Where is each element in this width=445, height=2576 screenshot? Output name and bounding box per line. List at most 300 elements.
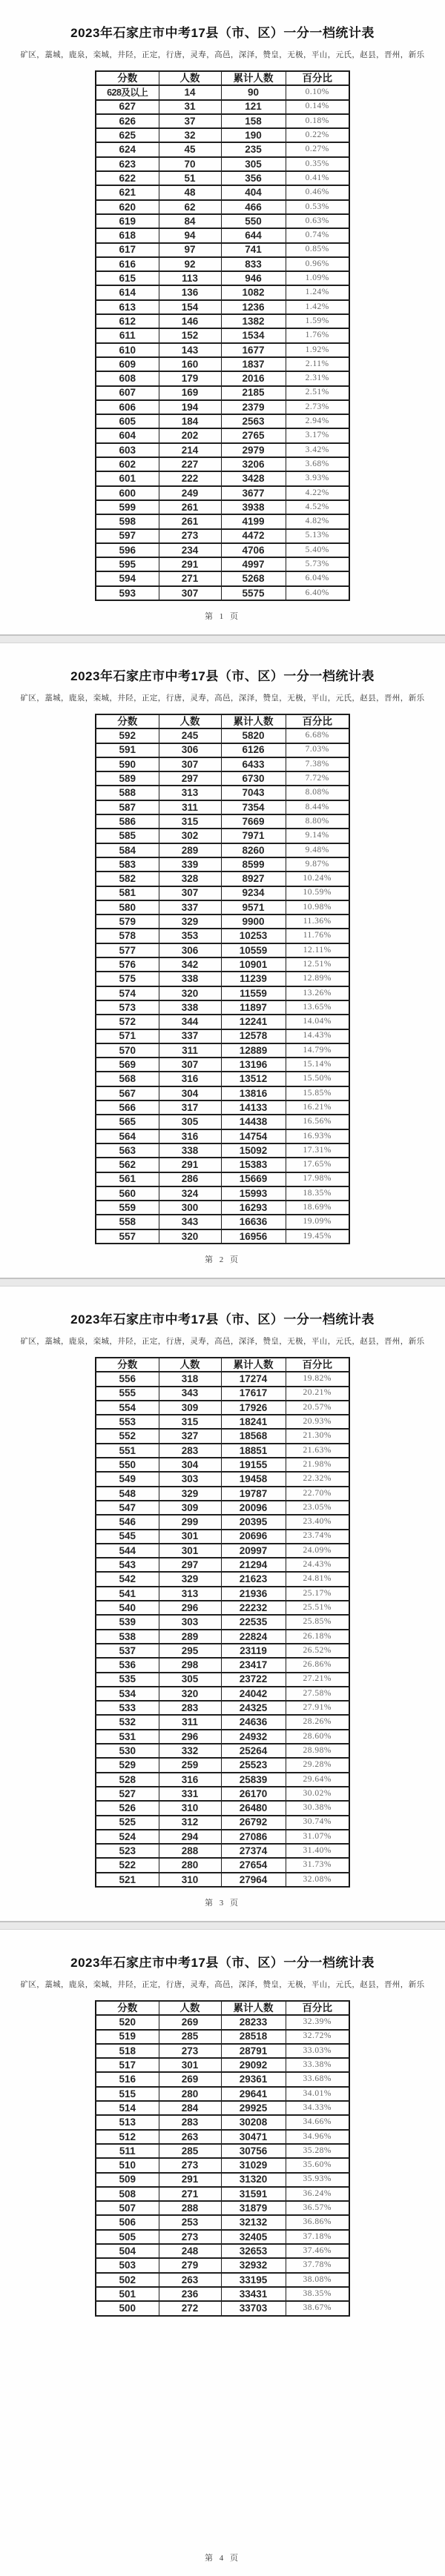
table-row	[96, 314, 349, 328]
count-cell: 94	[159, 228, 221, 242]
col-header-count: 人数	[159, 1358, 221, 1372]
table-row	[96, 443, 349, 457]
count-cell: 261	[159, 500, 221, 514]
table-row	[96, 800, 349, 814]
count-cell: 338	[159, 972, 221, 986]
page-number-footer: 第 4 页	[205, 2554, 240, 2563]
percent-cell: 7.03%	[286, 743, 349, 757]
count-cell: 227	[159, 457, 221, 471]
count-cell: 301	[159, 2058, 221, 2072]
table-row	[96, 957, 349, 972]
percent-cell: 34.01%	[286, 2087, 349, 2101]
score-cell: 591	[96, 743, 159, 757]
cumulative-cell: 32405	[221, 2230, 286, 2244]
percent-cell: 11.76%	[286, 929, 349, 943]
cumulative-cell: 13196	[221, 1058, 286, 1072]
cumulative-cell: 15383	[221, 1158, 286, 1172]
score-cell: 548	[96, 1487, 159, 1501]
count-cell: 294	[159, 1830, 221, 1844]
score-cell: 574	[96, 986, 159, 1000]
col-header-score: 分数	[96, 1358, 159, 1372]
score-cell: 571	[96, 1029, 159, 1043]
cumulative-cell: 1082	[221, 285, 286, 299]
count-cell: 84	[159, 214, 221, 228]
cumulative-cell: 30471	[221, 2130, 286, 2144]
score-cell: 547	[96, 1501, 159, 1515]
cumulative-cell: 2979	[221, 443, 286, 457]
cumulative-cell: 90	[221, 85, 286, 99]
percent-cell: 18.35%	[286, 1186, 349, 1201]
table-row	[96, 2101, 349, 2115]
table-row	[96, 1472, 349, 1486]
table-header-row	[96, 71, 349, 85]
cumulative-cell: 33703	[221, 2301, 286, 2315]
table-row	[96, 85, 349, 99]
percent-cell: 10.24%	[286, 872, 349, 886]
score-cell: 522	[96, 1858, 159, 1872]
score-cell: 564	[96, 1129, 159, 1143]
percent-cell: 7.38%	[286, 757, 349, 771]
table-row	[96, 328, 349, 342]
table-row	[96, 1773, 349, 1787]
cumulative-cell: 5820	[221, 728, 286, 743]
table-row	[96, 1101, 349, 1115]
col-header-cumulative: 累计人数	[221, 71, 286, 85]
percent-cell: 10.59%	[286, 886, 349, 900]
table-row	[96, 2058, 349, 2072]
percent-cell: 34.66%	[286, 2115, 349, 2129]
count-cell: 291	[159, 2173, 221, 2187]
percent-cell: 30.38%	[286, 1801, 349, 1815]
count-cell: 305	[159, 1673, 221, 1687]
score-cell: 558	[96, 1215, 159, 1229]
score-cell: 515	[96, 2087, 159, 2101]
count-cell: 14	[159, 85, 221, 99]
percent-cell: 28.60%	[286, 1730, 349, 1744]
score-cell: 559	[96, 1201, 159, 1215]
cumulative-cell: 2379	[221, 400, 286, 414]
table-row	[96, 100, 349, 114]
cumulative-cell: 14438	[221, 1115, 286, 1129]
cumulative-cell: 19155	[221, 1458, 286, 1472]
score-cell: 586	[96, 814, 159, 829]
cumulative-cell: 11239	[221, 972, 286, 986]
count-cell: 202	[159, 428, 221, 442]
count-cell: 283	[159, 2115, 221, 2129]
table-row	[96, 400, 349, 414]
table-row	[96, 1487, 349, 1501]
score-cell: 615	[96, 271, 159, 285]
score-cell: 520	[96, 2015, 159, 2029]
score-cell: 587	[96, 800, 159, 814]
score-cell: 513	[96, 2115, 159, 2129]
table-header-row	[96, 2001, 349, 2015]
cumulative-cell: 3206	[221, 457, 286, 471]
cumulative-cell: 7669	[221, 814, 286, 829]
table-row	[96, 1715, 349, 1729]
score-cell: 597	[96, 529, 159, 543]
percent-cell: 1.24%	[286, 285, 349, 299]
table-row	[96, 1630, 349, 1644]
score-cell: 528	[96, 1773, 159, 1787]
count-cell: 62	[159, 200, 221, 214]
percent-cell: 13.26%	[286, 986, 349, 1000]
table-row	[96, 514, 349, 528]
percent-cell: 2.11%	[286, 357, 349, 371]
table-row	[96, 2158, 349, 2172]
table-row	[96, 1515, 349, 1529]
cumulative-cell: 27964	[221, 1873, 286, 1887]
count-cell: 343	[159, 1387, 221, 1401]
table-row	[96, 1816, 349, 1830]
cumulative-cell: 158	[221, 114, 286, 128]
percent-cell: 18.69%	[286, 1201, 349, 1215]
count-cell: 318	[159, 1372, 221, 1386]
percent-cell: 0.96%	[286, 257, 349, 271]
table-row	[96, 128, 349, 142]
percent-cell: 0.41%	[286, 171, 349, 185]
table-row	[96, 257, 349, 271]
cumulative-cell: 31879	[221, 2201, 286, 2215]
percent-cell: 23.40%	[286, 1515, 349, 1529]
cumulative-cell: 12241	[221, 1015, 286, 1029]
col-header-score: 分数	[96, 71, 159, 85]
score-cell: 521	[96, 1873, 159, 1887]
cumulative-cell: 356	[221, 171, 286, 185]
score-cell: 573	[96, 1000, 159, 1015]
table-row	[96, 1029, 349, 1043]
percent-cell: 3.68%	[286, 457, 349, 471]
percent-cell: 38.35%	[286, 2287, 349, 2301]
count-cell: 304	[159, 1458, 221, 1472]
count-cell: 303	[159, 1615, 221, 1629]
count-cell: 344	[159, 1015, 221, 1029]
count-cell: 328	[159, 872, 221, 886]
cumulative-cell: 235	[221, 142, 286, 156]
table-row	[96, 1401, 349, 1415]
table-row	[96, 1673, 349, 1687]
score-cell: 595	[96, 557, 159, 571]
table-row	[96, 1587, 349, 1601]
table-row	[96, 1115, 349, 1129]
cumulative-cell: 741	[221, 243, 286, 257]
cumulative-cell: 10901	[221, 957, 286, 972]
cumulative-cell: 24042	[221, 1687, 286, 1701]
count-cell: 280	[159, 2087, 221, 2101]
count-cell: 316	[159, 1129, 221, 1143]
table-row	[96, 1015, 349, 1029]
count-cell: 306	[159, 943, 221, 957]
score-cell: 622	[96, 171, 159, 185]
count-cell: 283	[159, 1444, 221, 1458]
count-cell: 291	[159, 1158, 221, 1172]
score-cell: 619	[96, 214, 159, 228]
count-cell: 222	[159, 471, 221, 485]
percent-cell: 0.74%	[286, 228, 349, 242]
score-cell: 555	[96, 1387, 159, 1401]
page-divider	[0, 634, 445, 643]
percent-cell: 37.46%	[286, 2244, 349, 2258]
percent-cell: 3.17%	[286, 428, 349, 442]
count-cell: 179	[159, 371, 221, 385]
table-row	[96, 728, 349, 743]
count-cell: 311	[159, 1043, 221, 1058]
count-cell: 154	[159, 300, 221, 314]
cumulative-cell: 2765	[221, 428, 286, 442]
table-row	[96, 1143, 349, 1158]
table-row	[96, 1229, 349, 1244]
cumulative-cell: 2016	[221, 371, 286, 385]
percent-cell: 29.28%	[286, 1758, 349, 1772]
cumulative-cell: 28518	[221, 2030, 286, 2044]
count-cell: 317	[159, 1101, 221, 1115]
count-cell: 320	[159, 1687, 221, 1701]
percent-cell: 32.72%	[286, 2030, 349, 2044]
percent-cell: 0.46%	[286, 185, 349, 199]
table-row	[96, 557, 349, 571]
percent-cell: 15.50%	[286, 1072, 349, 1086]
score-cell: 509	[96, 2173, 159, 2187]
table-row	[96, 2273, 349, 2287]
table-row	[96, 829, 349, 843]
col-header-count: 人数	[159, 2001, 221, 2015]
cumulative-cell: 121	[221, 100, 286, 114]
percent-cell: 13.65%	[286, 1000, 349, 1015]
score-cell: 588	[96, 786, 159, 800]
cumulative-cell: 2185	[221, 386, 286, 400]
count-cell: 315	[159, 814, 221, 829]
table-row	[96, 228, 349, 242]
cumulative-cell: 20696	[221, 1530, 286, 1544]
percent-cell: 12.51%	[286, 957, 349, 972]
score-cell: 575	[96, 972, 159, 986]
score-cell: 510	[96, 2158, 159, 2172]
count-cell: 302	[159, 829, 221, 843]
count-cell: 338	[159, 1000, 221, 1015]
table-row	[96, 371, 349, 385]
table-row	[96, 2015, 349, 2029]
score-cell: 568	[96, 1072, 159, 1086]
count-cell: 273	[159, 2044, 221, 2058]
cumulative-cell: 27654	[221, 1858, 286, 1872]
percent-cell: 37.18%	[286, 2230, 349, 2244]
percent-cell: 6.40%	[286, 586, 349, 600]
score-cell: 617	[96, 243, 159, 257]
score-cell: 516	[96, 2072, 159, 2086]
count-cell: 285	[159, 2144, 221, 2158]
percent-cell: 16.21%	[286, 1101, 349, 1115]
count-cell: 297	[159, 1558, 221, 1572]
col-header-score: 分数	[96, 714, 159, 728]
percent-cell: 0.14%	[286, 100, 349, 114]
score-cell: 529	[96, 1758, 159, 1772]
score-cell: 577	[96, 943, 159, 957]
table-row	[96, 2030, 349, 2044]
cumulative-cell: 4199	[221, 514, 286, 528]
percent-cell: 32.08%	[286, 1873, 349, 1887]
table-row	[96, 543, 349, 557]
table-row	[96, 285, 349, 299]
percent-cell: 32.39%	[286, 2015, 349, 2029]
count-cell: 299	[159, 1515, 221, 1529]
percent-cell: 25.51%	[286, 1601, 349, 1615]
table-row	[96, 343, 349, 357]
count-cell: 272	[159, 2301, 221, 2315]
percent-cell: 10.98%	[286, 900, 349, 914]
score-cell: 503	[96, 2258, 159, 2272]
score-cell: 501	[96, 2287, 159, 2301]
table-row	[96, 1558, 349, 1572]
score-cell: 614	[96, 285, 159, 299]
score-cell: 565	[96, 1115, 159, 1129]
percent-cell: 34.96%	[286, 2130, 349, 2144]
percent-cell: 38.08%	[286, 2273, 349, 2287]
count-cell: 253	[159, 2215, 221, 2229]
table-row	[96, 1072, 349, 1086]
score-cell: 551	[96, 1444, 159, 1458]
counties-subtitle: 矿区，藁城，鹿泉，栾城，井陉，正定，行唐，灵寿，高邑，深泽，赞皇，无极，平山，元氏，赵县，晋州，新乐	[20, 1980, 425, 1989]
score-cell: 533	[96, 1701, 159, 1715]
percent-cell: 12.11%	[286, 943, 349, 957]
count-cell: 284	[159, 2101, 221, 2115]
table-row	[96, 1530, 349, 1544]
percent-cell: 16.93%	[286, 1129, 349, 1143]
percent-cell: 17.98%	[286, 1172, 349, 1186]
percent-cell: 9.48%	[286, 843, 349, 857]
cumulative-cell: 5268	[221, 571, 286, 585]
table-row	[96, 1000, 349, 1015]
percent-cell: 31.07%	[286, 1830, 349, 1844]
cumulative-cell: 4997	[221, 557, 286, 571]
col-header-count: 人数	[159, 71, 221, 85]
count-cell: 353	[159, 929, 221, 943]
col-header-cumulative: 累计人数	[221, 1358, 286, 1372]
percent-cell: 25.85%	[286, 1615, 349, 1629]
score-cell: 604	[96, 428, 159, 442]
table-row	[96, 900, 349, 914]
score-cell: 527	[96, 1787, 159, 1801]
page-title: 2023年石家庄市中考17县（市、区）一分一档统计表	[70, 26, 375, 40]
cumulative-cell: 6433	[221, 757, 286, 771]
count-cell: 194	[159, 400, 221, 414]
cumulative-cell: 7971	[221, 829, 286, 843]
cumulative-cell: 6126	[221, 743, 286, 757]
table-row	[96, 428, 349, 442]
score-cell: 583	[96, 857, 159, 872]
page-divider	[0, 1921, 445, 1930]
table-row	[96, 2072, 349, 2086]
count-cell: 143	[159, 343, 221, 357]
score-cell: 539	[96, 1615, 159, 1629]
percent-cell: 28.26%	[286, 1715, 349, 1729]
count-cell: 307	[159, 757, 221, 771]
score-cell: 585	[96, 829, 159, 843]
col-header-score: 分数	[96, 2001, 159, 2015]
score-cell: 589	[96, 771, 159, 786]
percent-cell: 11.36%	[286, 914, 349, 929]
percent-cell: 24.43%	[286, 1558, 349, 1572]
percent-cell: 9.87%	[286, 857, 349, 872]
count-cell: 97	[159, 243, 221, 257]
count-cell: 331	[159, 1787, 221, 1801]
cumulative-cell: 21623	[221, 1572, 286, 1586]
table-row	[96, 2244, 349, 2258]
percent-cell: 1.09%	[286, 271, 349, 285]
cumulative-cell: 305	[221, 157, 286, 171]
table-row	[96, 529, 349, 543]
cumulative-cell: 9234	[221, 886, 286, 900]
percent-cell: 0.10%	[286, 85, 349, 99]
table-row	[96, 986, 349, 1000]
cumulative-cell: 14754	[221, 1129, 286, 1143]
cumulative-cell: 23417	[221, 1658, 286, 1672]
percent-cell: 0.27%	[286, 142, 349, 156]
percent-cell: 21.30%	[286, 1429, 349, 1443]
cumulative-cell: 1236	[221, 300, 286, 314]
page-number-footer: 第 1 页	[205, 612, 240, 621]
cumulative-cell: 8260	[221, 843, 286, 857]
col-header-percent: 百分比	[286, 2001, 349, 2015]
count-cell: 136	[159, 285, 221, 299]
score-cell: 611	[96, 328, 159, 342]
cumulative-cell: 22535	[221, 1615, 286, 1629]
score-cell: 563	[96, 1143, 159, 1158]
table-row	[96, 243, 349, 257]
count-cell: 295	[159, 1644, 221, 1658]
cumulative-cell: 3938	[221, 500, 286, 514]
table-row	[96, 1758, 349, 1772]
cumulative-cell: 33195	[221, 2273, 286, 2287]
score-cell: 541	[96, 1587, 159, 1601]
score-cell: 557	[96, 1229, 159, 1244]
count-cell: 343	[159, 1215, 221, 1229]
cumulative-cell: 24932	[221, 1730, 286, 1744]
cumulative-cell: 14133	[221, 1101, 286, 1115]
count-cell: 280	[159, 1858, 221, 1872]
table-row	[96, 872, 349, 886]
cumulative-cell: 20997	[221, 1544, 286, 1558]
score-cell: 603	[96, 443, 159, 457]
count-cell: 338	[159, 1143, 221, 1158]
count-cell: 184	[159, 414, 221, 428]
percent-cell: 1.59%	[286, 314, 349, 328]
percent-cell: 35.60%	[286, 2158, 349, 2172]
cumulative-cell: 18568	[221, 1429, 286, 1443]
table-row	[96, 1615, 349, 1629]
count-cell: 37	[159, 114, 221, 128]
count-cell: 312	[159, 1816, 221, 1830]
cumulative-cell: 404	[221, 185, 286, 199]
score-cell: 570	[96, 1043, 159, 1058]
cumulative-cell: 24636	[221, 1715, 286, 1729]
count-cell: 152	[159, 328, 221, 342]
score-cell: 545	[96, 1530, 159, 1544]
score-cell: 567	[96, 1086, 159, 1101]
score-cell: 628及以上	[96, 85, 159, 99]
table-row	[96, 500, 349, 514]
score-cell: 538	[96, 1630, 159, 1644]
percent-cell: 35.93%	[286, 2173, 349, 2187]
table-row	[96, 2215, 349, 2229]
table-row	[96, 1172, 349, 1186]
score-cell: 531	[96, 1730, 159, 1744]
page-3	[0, 1287, 445, 1921]
table-row	[96, 457, 349, 471]
count-cell: 297	[159, 771, 221, 786]
score-distribution-table	[95, 2000, 350, 2317]
cumulative-cell: 466	[221, 200, 286, 214]
percent-cell: 22.70%	[286, 1487, 349, 1501]
